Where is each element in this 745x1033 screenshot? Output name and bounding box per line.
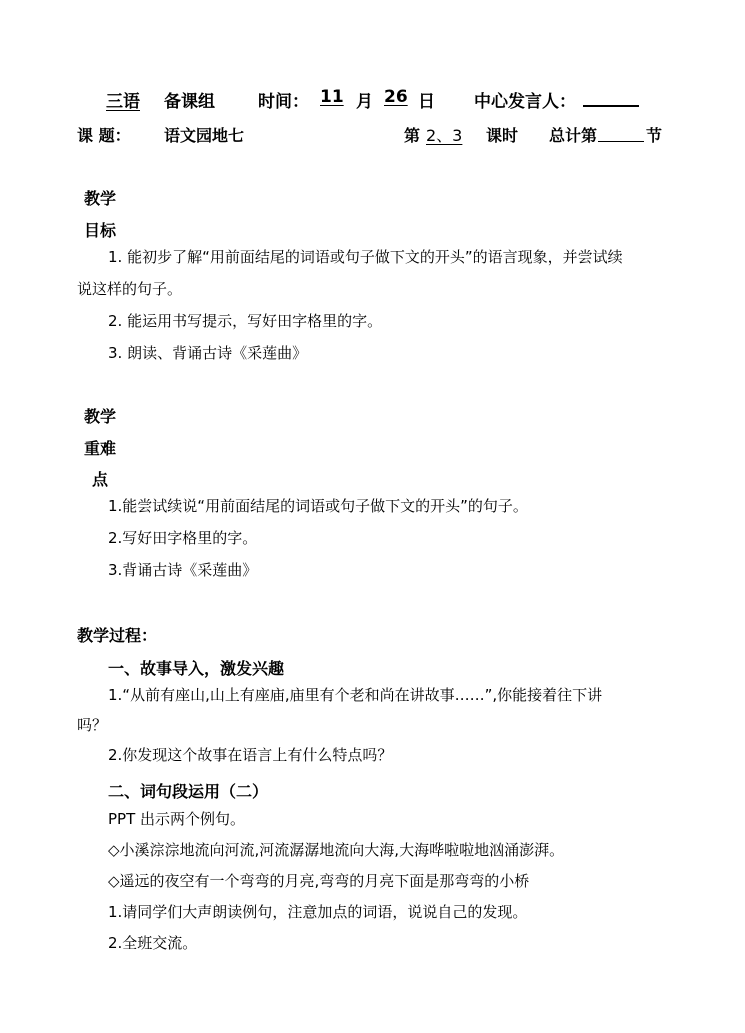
total-suffix: 节 [646, 126, 663, 145]
topic-label: 课 题： [77, 126, 131, 145]
process-section-2-title: 二、词句段运用（二） [108, 782, 269, 801]
period-value: 2、3 [426, 126, 463, 145]
keypoints-heading-3: 点 [92, 470, 109, 489]
process-s2-line-3: ◇遥远的夜空有一个弯弯的月亮,弯弯的月亮下面是那弯弯的小桥 [108, 872, 530, 890]
goals-heading-2: 目标 [84, 221, 117, 240]
keypoint-item-2: 2.写好田字格里的字。 [108, 529, 258, 547]
month-unit: 月 [356, 92, 373, 112]
goal-item-2: 2. 能运用书写提示，写好田字格里的字。 [108, 312, 383, 330]
period-suffix: 课时 [486, 126, 519, 145]
goals-heading-1: 教学 [84, 189, 117, 208]
day-value: 26 [384, 87, 408, 107]
goal-item-1: 1. 能初步了解“用前面结尾的词语或句子做下文的开头”的语言现象，并尝试续 [108, 248, 623, 266]
process-s1-line-2: 吗？ [77, 716, 108, 734]
goal-item-3: 3. 朗读、背诵古诗《采莲曲》 [108, 344, 308, 362]
process-heading: 教学过程： [77, 626, 158, 645]
process-s1-line-1: 1.“从前有座山,山上有座庙,庙里有个老和尚在讲故事……”,你能接着往下讲 [108, 686, 603, 704]
process-s2-line-2: ◇小溪淙淙地流向河流,河流潺潺地流向大海,大海哗啦啦地汹涌澎湃。 [108, 841, 565, 859]
process-s2-line-4: 1.请同学们大声朗读例句，注意加点的词语，说说自己的发现。 [108, 903, 528, 921]
total-underline [598, 125, 644, 142]
total-prefix: 总计第 [549, 126, 598, 145]
process-s2-line-1: PPT 出示两个例句。 [108, 810, 246, 828]
goal-item-1-cont: 说这样的句子。 [77, 280, 183, 298]
day-field [378, 87, 414, 107]
process-s2-line-5: 2.全班交流。 [108, 934, 198, 952]
period-prefix: 第 [404, 126, 421, 145]
topic-value: 语文园地七 [164, 126, 245, 145]
keypoint-item-3: 3.背诵古诗《采莲曲》 [108, 561, 258, 579]
subject-value: 三语 [106, 92, 140, 112]
period-field [422, 123, 466, 146]
day-unit: 日 [418, 92, 435, 112]
speaker-blank [583, 87, 639, 107]
speaker-underline [583, 87, 639, 107]
total-blank [598, 123, 644, 142]
keypoints-heading-1: 教学 [84, 407, 117, 426]
group-label: 备课组 [164, 92, 215, 112]
speaker-label: 中心发言人： [474, 92, 576, 112]
subject-field [100, 87, 146, 112]
keypoint-item-1: 1.能尝试续说“用前面结尾的词语或句子做下文的开头”的句子。 [108, 497, 528, 515]
process-section-1-title: 一、故事导入，激发兴趣 [108, 659, 285, 678]
process-s1-line-3: 2.你发现这个故事在语言上有什么特点吗？ [108, 746, 393, 764]
month-field [314, 87, 350, 107]
time-label: 时间： [258, 92, 309, 112]
keypoints-heading-2: 重难 [84, 439, 117, 458]
month-value: 11 [320, 87, 344, 107]
